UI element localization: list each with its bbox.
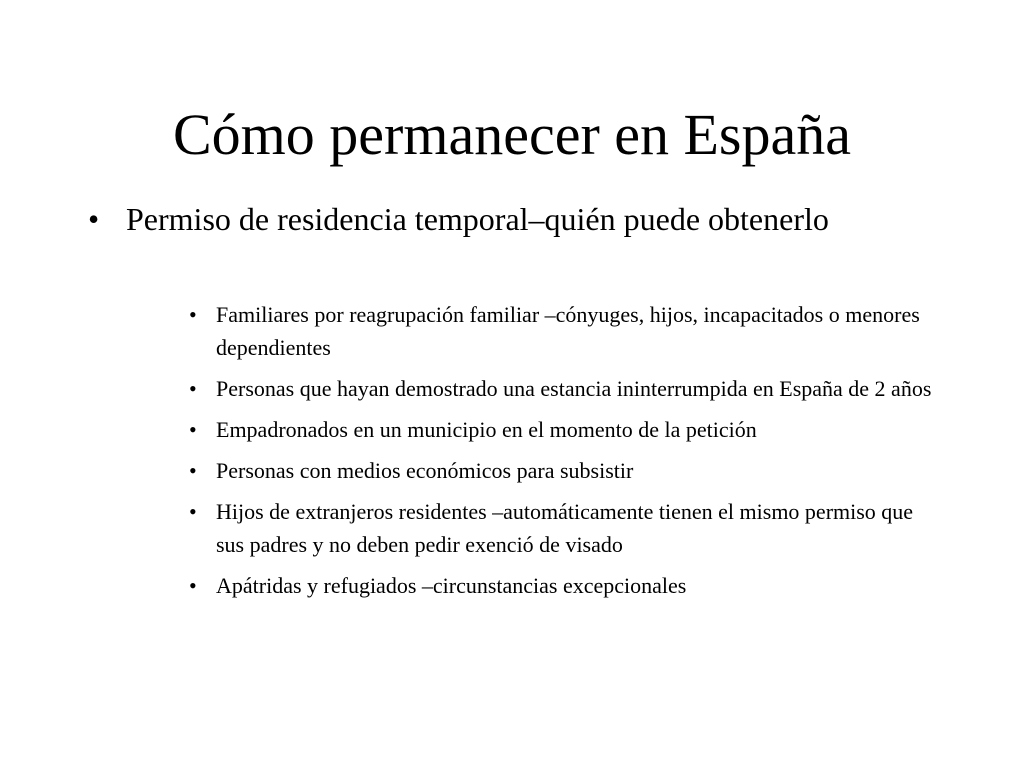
sub-bullet-text: Apátridas y refugiados –circunstancias excepcionales [216, 573, 687, 598]
sub-bullet-text: Personas que hayan demostrado una estancia ininterrumpida en España de 2 años [216, 376, 932, 401]
bullet-icon: • [189, 302, 197, 327]
sub-bullet-list [189, 298, 939, 610]
bullet-icon: • [189, 573, 197, 598]
main-bullet-item [88, 197, 888, 241]
bullet-icon: • [189, 499, 197, 524]
bullet-icon: • [189, 417, 197, 442]
bullet-icon: • [189, 376, 197, 401]
main-bullet-list [88, 197, 888, 241]
sub-bullet-text: Personas con medios económicos para subsistir [216, 458, 634, 483]
sub-bullet-item [189, 495, 939, 561]
slide-title: Cómo permanecer en España [173, 102, 851, 167]
sub-bullet-item [189, 413, 939, 446]
sub-bullet-item [189, 372, 939, 405]
sub-bullet-text: Hijos de extranjeros residentes –automáticamente tienen el mismo permiso que sus padres y no deben pedir exenció de visado [216, 499, 914, 557]
sub-bullet-item [189, 454, 939, 487]
bullet-icon: • [189, 458, 197, 483]
sub-bullet-text: Familiares por reagrupación familiar –cónyuges, hijos, incapacitados o menores dependientes [216, 302, 920, 360]
main-bullet-text: Permiso de residencia temporal–quién puede obtenerlo [126, 201, 829, 237]
sub-bullet-item [189, 298, 939, 364]
bullet-icon: • [88, 201, 100, 237]
sub-bullet-item [189, 569, 939, 602]
sub-bullet-text: Empadronados en un municipio en el momento de la petición [216, 417, 757, 442]
